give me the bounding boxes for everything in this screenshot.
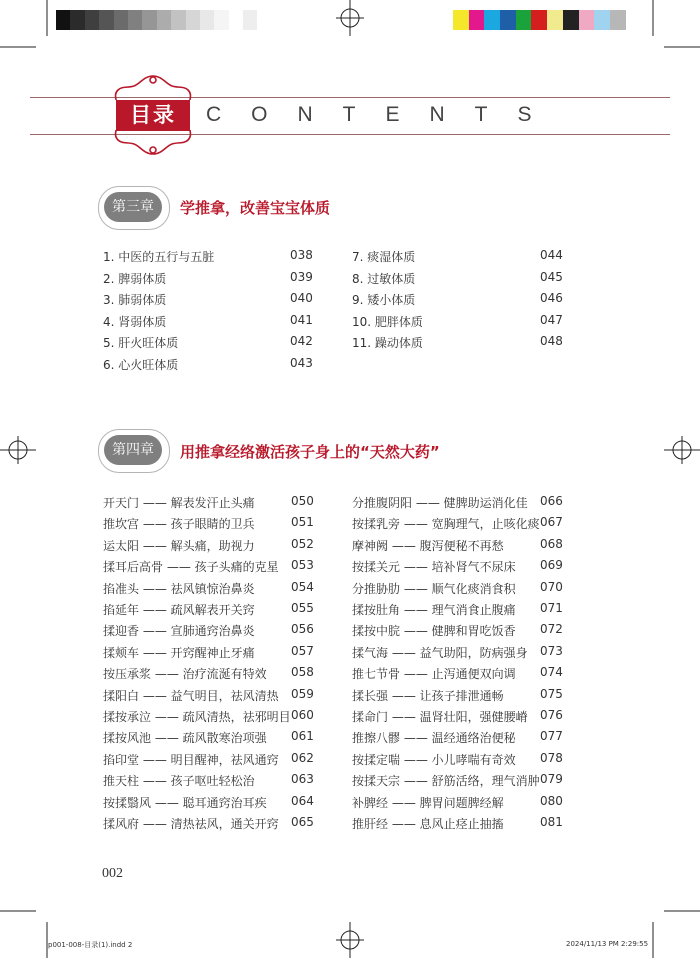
toc-entry-label: 揉长强 —— 让孩子排泄通畅 xyxy=(352,688,504,703)
toc-entry-page: 040 xyxy=(290,291,313,306)
toc-entry-page: 057 xyxy=(291,643,314,658)
toc-entry-label: 揉风府 —— 清热祛风，通关开窍 xyxy=(103,817,279,831)
toc-entry-label: 按揉天宗 —— 舒筋活络，理气消肿 xyxy=(352,774,540,789)
toc-entry-page: 046 xyxy=(540,291,563,306)
toc-entry-page: 058 xyxy=(291,665,314,680)
toc-entry-page: 060 xyxy=(291,708,314,722)
chapter-title: 学推拿，改善宝宝体质 xyxy=(180,199,331,217)
toc-entry-page: 079 xyxy=(540,772,563,787)
toc-entry-page: 053 xyxy=(291,558,314,573)
toc-entry-page: 045 xyxy=(540,269,563,284)
toc-entry-page: 071 xyxy=(540,601,563,615)
toc-entry-label: 按揉定喘 —— 小儿哮喘有奇效 xyxy=(352,752,516,767)
toc-entry-label: 9. 矮小体质 xyxy=(352,293,416,308)
toc-entry-page: 054 xyxy=(291,579,314,594)
toc-entry-label: 分推胁肋 —— 顺气化痰消食积 xyxy=(352,581,516,596)
footer-timestamp: 2024/11/13 PM 2:29:55 xyxy=(566,940,649,948)
toc-entry-page: 076 xyxy=(540,708,563,722)
toc-entry-page: 068 xyxy=(540,536,563,551)
toc-entry-label: 6. 心火旺体质 xyxy=(103,358,179,372)
toc-entry-page: 064 xyxy=(291,793,314,808)
page-number: 002 xyxy=(102,866,123,881)
toc-entry-label: 揉阳白 —— 益气明目，祛风清热 xyxy=(103,688,279,703)
toc-entry-page: 070 xyxy=(540,579,563,594)
toc-entry-label: 4. 肾弱体质 xyxy=(103,314,167,329)
toc-entry-page: 075 xyxy=(540,686,563,701)
toc-entry-label: 按揉翳风 —— 聪耳通窍治耳疾 xyxy=(103,795,267,810)
toc-entry-label: 推七节骨 —— 止泻通便双向调 xyxy=(352,667,516,682)
chapter-badge: 第三章 xyxy=(104,192,162,222)
toc-entry-label: 开天门 —— 解表发汗止头痛 xyxy=(103,496,255,510)
toc-entry-page: 041 xyxy=(290,312,313,327)
footer-file: p001-008-目录(1).indd 2 xyxy=(48,941,133,949)
toc-entry-label: 5. 肝火旺体质 xyxy=(103,336,179,351)
toc-entry-label: 7. 痰湿体质 xyxy=(352,250,416,264)
toc-entry-label: 揉按承泣 —— 疏风清热，祛邪明目 xyxy=(103,710,291,724)
toc-entry-page: 048 xyxy=(540,334,563,349)
toc-entry-label: 按揉关元 —— 培补肾气不尿床 xyxy=(352,560,516,575)
toc-entry-label: 3. 肺弱体质 xyxy=(103,293,167,308)
toc-entry-page: 063 xyxy=(291,772,314,787)
toc-entry-label: 按压承浆 —— 治疗流涎有特效 xyxy=(103,667,267,682)
toc-entry-page: 062 xyxy=(291,750,314,765)
page-title: 目录 xyxy=(116,100,190,131)
toc-entry-page: 067 xyxy=(540,515,563,530)
toc-entry-page: 047 xyxy=(540,312,563,327)
toc-entry-page: 039 xyxy=(290,269,313,284)
toc-entry-page: 050 xyxy=(291,494,314,508)
toc-entry-label: 掐印堂 —— 明目醒神，祛风通窍 xyxy=(103,752,279,767)
toc-entry-label: 揉命门 —— 温肾壮阳，强健腰嵴 xyxy=(352,710,528,724)
toc-entry-page: 056 xyxy=(291,622,314,637)
toc-entry-page: 072 xyxy=(540,622,563,637)
toc-entry-label: 运太阳 —— 解头痛，助视力 xyxy=(103,538,255,553)
toc-entry-page: 081 xyxy=(540,815,563,829)
toc-entry-label: 掐准头 —— 祛风镇惊治鼻炎 xyxy=(103,581,255,596)
toc-entry-label: 推坎宫 —— 孩子眼睛的卫兵 xyxy=(103,517,255,532)
contents-heading: CONTENTS xyxy=(206,103,562,126)
chapter-title: 用推拿经络激活孩子身上的“天然大药” xyxy=(180,443,440,461)
toc-entry-label: 推天柱 —— 孩子呕吐轻松治 xyxy=(103,774,255,789)
toc-entry-page: 073 xyxy=(540,643,563,658)
toc-entry-page: 038 xyxy=(290,248,313,262)
toc-entry-label: 揉迎香 —— 宣肺通窍治鼻炎 xyxy=(103,624,255,639)
toc-entry-page: 051 xyxy=(291,515,314,530)
toc-entry-page: 066 xyxy=(540,494,563,508)
toc-entry-page: 044 xyxy=(540,248,563,262)
toc-entry-page: 074 xyxy=(540,665,563,680)
toc-entry-label: 补脾经 —— 脾胃问题脾经解 xyxy=(352,795,504,810)
toc-entry-label: 按揉乳旁 —— 宽胸理气，止咳化痰 xyxy=(352,517,540,532)
toc-entry-page: 043 xyxy=(290,356,313,370)
toc-entry-page: 065 xyxy=(291,815,314,829)
chapter-badge: 第四章 xyxy=(104,435,162,465)
toc-entry-page: 052 xyxy=(291,536,314,551)
toc-entry-page: 059 xyxy=(291,686,314,701)
toc-entry-page: 061 xyxy=(291,729,314,744)
toc-entry-page: 080 xyxy=(540,793,563,808)
toc-entry-page: 077 xyxy=(540,729,563,744)
toc-entry-label: 10. 肥胖体质 xyxy=(352,314,423,329)
toc-entry-label: 8. 过敏体质 xyxy=(352,271,416,286)
toc-entry-label: 分推腹阴阳 —— 健脾助运消化佳 xyxy=(352,496,528,510)
toc-entry-page: 069 xyxy=(540,558,563,573)
toc-entry-label: 11. 躁动体质 xyxy=(352,336,423,351)
toc-entry-label: 揉耳后高骨 —— 孩子头痛的克星 xyxy=(103,560,279,575)
toc-entry-label: 揉颊车 —— 开窍醒神止牙痛 xyxy=(103,645,255,660)
toc-entry-label: 掐延年 —— 疏风解表开关窍 xyxy=(103,603,255,617)
toc-entry-label: 推肝经 —— 息风止痉止抽搐 xyxy=(352,817,504,831)
toc-entry-page: 042 xyxy=(290,334,313,349)
toc-entry-label: 2. 脾弱体质 xyxy=(103,271,167,286)
toc-entry-label: 揉按风池 —— 疏风散寒治项强 xyxy=(103,731,267,746)
toc-entry-label: 1. 中医的五行与五脏 xyxy=(103,250,215,264)
toc-entry-page: 055 xyxy=(291,601,314,615)
toc-entry-label: 揉按肚角 —— 理气消食止腹痛 xyxy=(352,603,516,617)
toc-entry-label: 推擦八髎 —— 温经通络治便秘 xyxy=(352,731,516,746)
toc-entry-page: 078 xyxy=(540,750,563,765)
toc-entry-label: 揉按中脘 —— 健脾和胃吃饭香 xyxy=(352,624,516,639)
toc-entry-label: 揉气海 —— 益气助阳，防病强身 xyxy=(352,645,528,660)
toc-entry-label: 摩神阙 —— 腹泻便秘不再愁 xyxy=(352,538,504,553)
